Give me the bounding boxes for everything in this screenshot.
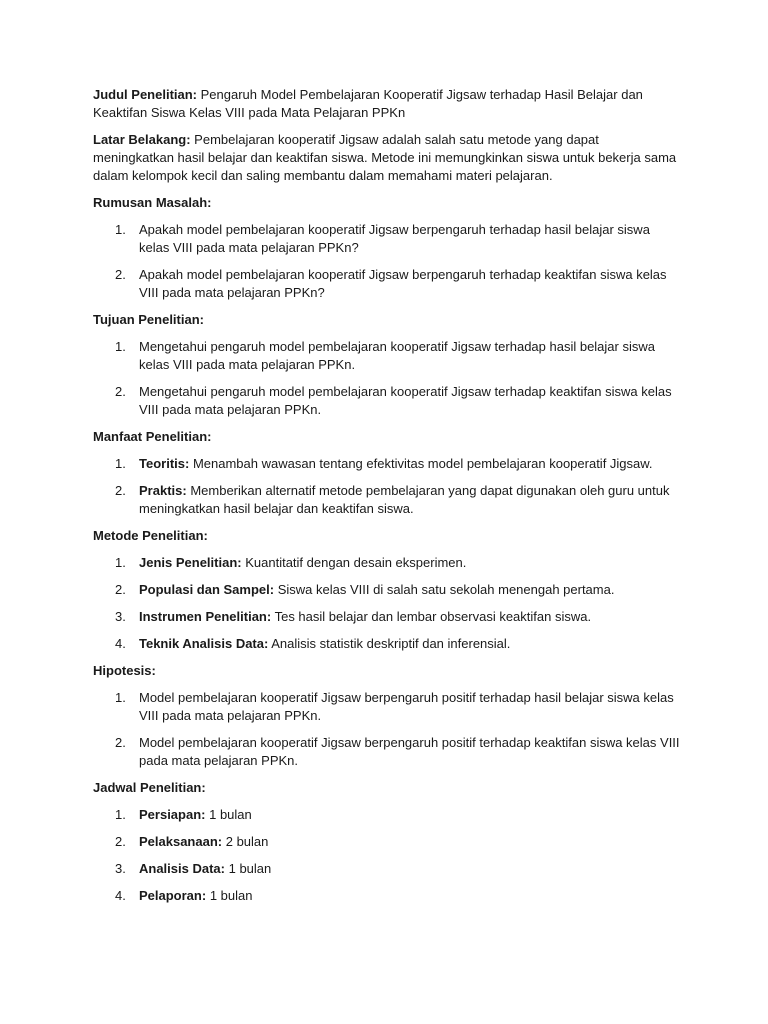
list-number: 4. xyxy=(115,636,126,651)
list-text: 1 bulan xyxy=(209,807,252,822)
jadwal-list xyxy=(93,806,683,905)
list-item xyxy=(93,554,683,572)
list-text: 1 bulan xyxy=(228,861,272,876)
list-number: 1. xyxy=(115,690,126,705)
list-number: 3. xyxy=(115,609,126,624)
latar-paragraph xyxy=(93,131,683,185)
list-item xyxy=(93,734,683,770)
latar-label: Latar Belakang: xyxy=(93,132,191,147)
list-text: Tes hasil belajar dan lembar observasi keaktifan siswa. xyxy=(274,609,592,624)
list-number: 1. xyxy=(115,555,126,570)
list-number: 2. xyxy=(115,582,126,597)
list-text: Mengetahui pengaruh model pembelajaran kooperatif Jigsaw terhadap hasil belajar siswa kelas VIII pada mata pelajaran PPKn. xyxy=(139,339,655,372)
list-text: Kuantitatif dengan desain eksperimen. xyxy=(245,555,467,570)
list-number: 2. xyxy=(115,267,126,282)
list-text: Analisis statistik deskriptif dan inferensial. xyxy=(271,636,511,651)
hipotesis-heading: Hipotesis: xyxy=(93,663,156,678)
list-label: Instrumen Penelitian: xyxy=(139,609,272,624)
rumusan-list xyxy=(93,221,683,302)
list-number: 1. xyxy=(115,807,126,822)
list-label: Pelaksanaan: xyxy=(139,834,223,849)
list-item xyxy=(93,860,683,878)
list-number: 2. xyxy=(115,384,126,399)
list-item xyxy=(93,266,683,302)
metode-list xyxy=(93,554,683,653)
list-number: 1. xyxy=(115,456,126,471)
list-label: Analisis Data: xyxy=(139,861,225,876)
list-label: Pelaporan: xyxy=(139,888,207,903)
list-text: Mengetahui pengaruh model pembelajaran kooperatif Jigsaw terhadap keaktifan siswa kelas VIII pada mata pelajaran PPKn. xyxy=(139,384,672,417)
manfaat-list xyxy=(93,455,683,518)
list-label: Persiapan: xyxy=(139,807,206,822)
judul-paragraph xyxy=(93,86,683,122)
list-item xyxy=(93,887,683,905)
list-text: Menambah wawasan tentang efektivitas model pembelajaran kooperatif Jigsaw. xyxy=(192,456,653,471)
list-number: 4. xyxy=(115,888,126,903)
jadwal-heading: Jadwal Penelitian: xyxy=(93,780,206,795)
list-text: 2 bulan xyxy=(225,834,269,849)
list-text: 1 bulan xyxy=(209,888,253,903)
list-number: 2. xyxy=(115,834,126,849)
manfaat-heading: Manfaat Penelitian: xyxy=(93,429,212,444)
list-label: Jenis Penelitian: xyxy=(139,555,242,570)
list-number: 2. xyxy=(115,483,126,498)
latar-text: Pembelajaran kooperatif Jigsaw adalah salah satu metode yang dapat meningkatkan hasil belajar dan keaktifan siswa. Metode ini memungkinkan siswa untuk bekerja sama dalam kelompok kecil dan saling membantu dalam memahami materi pelajaran. xyxy=(93,132,677,183)
judul-label: Judul Penelitian: xyxy=(93,87,198,102)
list-number: 1. xyxy=(115,339,126,354)
list-item xyxy=(93,608,683,626)
list-label: Praktis: xyxy=(139,483,187,498)
list-item xyxy=(93,383,683,419)
list-item xyxy=(93,635,683,653)
list-item xyxy=(93,833,683,851)
list-number: 2. xyxy=(115,735,126,750)
list-label: Teoritis: xyxy=(139,456,190,471)
list-number: 3. xyxy=(115,861,126,876)
list-text: Siswa kelas VIII di salah satu sekolah menengah pertama. xyxy=(277,582,615,597)
document-body xyxy=(93,86,683,914)
list-text: Model pembelajaran kooperatif Jigsaw berpengaruh positif terhadap keaktifan siswa kelas VIII pada mata pelajaran PPKn. xyxy=(139,735,680,768)
list-item xyxy=(93,689,683,725)
tujuan-heading: Tujuan Penelitian: xyxy=(93,312,204,327)
list-item xyxy=(93,581,683,599)
list-item xyxy=(93,482,683,518)
list-item xyxy=(93,806,683,824)
list-item xyxy=(93,221,683,257)
list-label: Teknik Analisis Data: xyxy=(139,636,269,651)
metode-heading: Metode Penelitian: xyxy=(93,528,208,543)
rumusan-heading: Rumusan Masalah: xyxy=(93,195,212,210)
tujuan-list xyxy=(93,338,683,419)
list-text: Memberikan alternatif metode pembelajaran yang dapat digunakan oleh guru untuk meningkatkan hasil belajar dan keaktifan siswa. xyxy=(139,483,670,516)
hipotesis-list xyxy=(93,689,683,770)
judul-text: Pengaruh Model Pembelajaran Kooperatif Jigsaw terhadap Hasil Belajar dan Keaktifan Siswa Kelas VIII pada Mata Pelajaran PPKn xyxy=(93,87,643,120)
list-number: 1. xyxy=(115,222,126,237)
list-text: Apakah model pembelajaran kooperatif Jigsaw berpengaruh terhadap keaktifan siswa kelas VIII pada mata pelajaran PPKn? xyxy=(139,267,667,300)
list-item xyxy=(93,455,683,473)
list-label: Populasi dan Sampel: xyxy=(139,582,275,597)
list-item xyxy=(93,338,683,374)
list-text: Apakah model pembelajaran kooperatif Jigsaw berpengaruh terhadap hasil belajar siswa kelas VIII pada mata pelajaran PPKn? xyxy=(139,222,650,255)
list-text: Model pembelajaran kooperatif Jigsaw berpengaruh positif terhadap hasil belajar siswa kelas VIII pada mata pelajaran PPKn. xyxy=(139,690,674,723)
